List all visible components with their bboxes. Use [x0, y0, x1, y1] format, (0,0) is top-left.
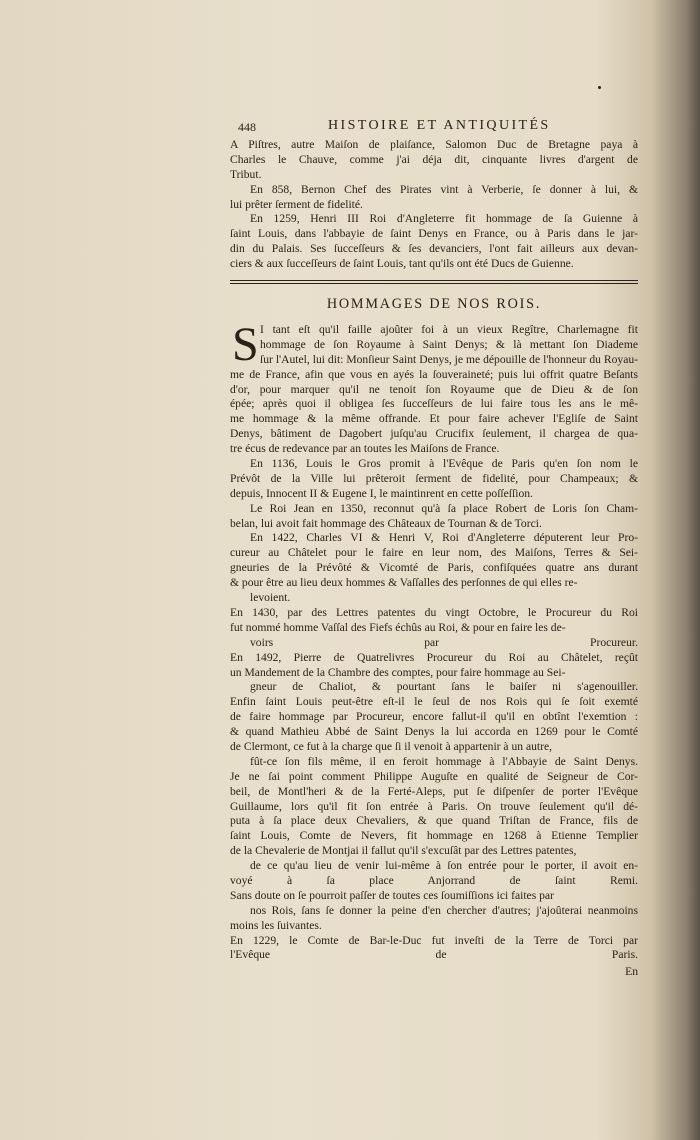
body-text [230, 368, 638, 964]
text-line: cureur au Châtelet pour le faire en leur nom, des Maiſons, Terres & Sei- [230, 546, 638, 560]
text-line: de ce qu'au lieu de venir lui-même à ſon entrée pour le porter, il avoit en- [250, 859, 638, 873]
text-line: din du Palais. Ses ſucceſſeurs & ſes devanciers, l'ont fait ailleurs aux devan- [230, 242, 638, 256]
text-line: Le Roi Jean en 1350, reconnut qu'à ſa place Robert de Loris ſon Cham- [250, 501, 638, 515]
text-line: fût-ce ſon fils même, il en feroit hommage à l'Abbayie de Saint Denys. [250, 754, 638, 768]
ink-speck [598, 86, 601, 89]
text-line: gneur de Chaliot, & pourtant ſans le baiſer ni s'agenouiller. [250, 680, 638, 694]
text-line: épée; après quoi il obligea ſes ſucceſſeurs de lui faire tous les ans le mê- [230, 397, 638, 411]
text-line: En 1492, Pierre de Quatrelivres Procureur du Roi au Châtelet, reçût [230, 650, 638, 664]
catchword: En [625, 965, 638, 979]
text-line: tre écus de redevance par an toutes les Maiſons de France. [230, 442, 500, 456]
drop-cap-paragraph [230, 318, 638, 372]
text-line: ciers & aux ſucceſſeurs de ſaint Louis, tant qu'ils ont été Ducs de Guienne. [230, 257, 574, 271]
text-line: En 1422, Charles VI & Henri V, Roi d'Angleterre députerent leur Pro- [250, 531, 638, 545]
intro-paragraphs [230, 138, 638, 272]
text-line: En 1229, le Comte de Bar-le-Duc fut inveſti de la Terre de Torci par [230, 933, 638, 947]
text-line: & pour être au lieu deux hommes & Vaſſalles des perſonnes de qui elles re- [230, 576, 578, 590]
text-line: Enfin ſaint Louis peut-être eſt-il le ſeul de nos Rois qui ſe ſoit exemté [230, 695, 638, 709]
section-rule-thin [230, 283, 638, 284]
text-line: En 858, Bernon Chef des Pirates vint à Verberie, ſe donner à lui, & [250, 182, 638, 196]
text-line: voyé à ſa place Anjorrand de ſaint Remi. [230, 873, 638, 887]
text-line: En 1259, Henri III Roi d'Angleterre fit hommage de ſa Guienne à [250, 212, 638, 226]
text-line: Prévôt de la Ville lui prêteroit ſerment de fidelité, pour Champeaux; & [230, 471, 638, 485]
text-line: gneuries de la Prévôté & Vicomté de Paris, confiſquées quatre ans durant [230, 561, 638, 575]
text-line: me de France, afin que vous en ayés la ſouveraineté; puis lui offrit quatre Beſants [230, 367, 638, 381]
text-line: beil, de Montl'heri & de la Ferté-Aleps, put ſe diſpenſer de porter l'Evêque [230, 784, 638, 798]
text-line: nos Rois, ſans ſe donner la peine d'en chercher d'autres; j'ajoûterai neanmoins [250, 903, 638, 917]
text-line: Tribut. [230, 167, 262, 181]
text-line: de Clermont, ce fut à la charge que ſi il venoit à appartenir à un autre, [230, 739, 553, 753]
text-line: un Mandement de la Chambre des comptes, pour faire hommage au Sei- [230, 665, 566, 679]
text-line: A Piſtres, autre Maiſon de plaiſance, Salomon Duc de Bretagne paya à [230, 138, 638, 151]
text-line: En 1136, Louis le Gros promit à l'Evêque de Paris qu'en ſon nom le [250, 457, 638, 471]
drop-cap: S [232, 318, 259, 372]
section-rule [230, 280, 638, 281]
text-line: de la Chevalerie de Montjai il fallut qu'il s'excuſât par des Lettres patentes, [230, 844, 577, 858]
text-line: d'or, pour marquer qu'il ne tenoit ſon Royaume que de Dieu & de ſon [230, 382, 638, 396]
text-line: Sans doute on ſe pourroit paſſer de toutes ces ſoumiſſions ici faites par [230, 888, 554, 902]
running-title: HISTOIRE ET ANTIQUITÉS [328, 118, 551, 133]
text-line: puta à ſa place deux Chevaliers, & que quand Triſtan de France, fils de [230, 814, 638, 828]
text-line: me hommage & la même offrande. Et pour faire achever l'Egliſe de Saint [230, 412, 638, 426]
text-line: voirs par Procureur. [250, 635, 638, 649]
text-line: ſur l'Autel, lui dit: Monſieur Saint Denys, je me dépouille de l'honneur du Royau- [260, 352, 638, 366]
text-line: I tant eſt qu'il faille ajoûter foi à un vieux Regître, Charlemagne fit [260, 323, 638, 337]
text-line: depuis, Innocent II & Eugene I, le maintinrent en cette poſſeſſion. [230, 486, 533, 500]
text-line: belan, lui avoit fait hommage des Châteaux de Tournan & de Torci. [230, 516, 542, 530]
text-line: fut nommé homme Vaſſal des Fiefs échûs au Roi, & pour en faire les de- [230, 620, 566, 634]
text-line: levoient. [250, 591, 291, 605]
text-line: moins les ſuivantes. [230, 918, 322, 932]
text-line: hommage de ſon Royaume à Saint Denys; & là mettant ſon Diademe [260, 337, 638, 351]
text-line: ſaint Louis, Comte de Nevers, fit hommage en 1268 à Etienne Templier [230, 829, 638, 843]
book-page [230, 116, 638, 978]
section-title: HOMMAGES DE NOS ROIS. [326, 296, 542, 313]
text-line: En 1430, par des Lettres patentes du vingt Octobre, le Procureur du Roi [230, 605, 638, 619]
text-line: Guillaume, lors qu'il fit ſon entrée à Paris. On trouve ſeulement qu'il dé- [230, 799, 638, 813]
text-line: de faire hommage par Procureur, encore fallut-il qu'il en obtînt l'exemtion : [230, 710, 638, 724]
text-line: ſaint Louis, dans l'abbayie de ſaint Denys en France, ou à Paris dans le jar- [230, 227, 638, 241]
text-line: Charles le Chauve, comme j'ai déja dit, cinquante livres d'argent de [230, 152, 638, 166]
text-line: lui prêter ſerment de fidelité. [230, 197, 363, 211]
text-line: l'Evêque de Paris. [230, 948, 638, 962]
text-line: & quand Mathieu Abbé de Saint Denys la lui accorda en 1269 pour le Comté [230, 725, 638, 739]
text-line: Je ne ſai point comment Philippe Auguſte en qualité de Seigneur de Cor- [230, 769, 638, 783]
text-line: Denys, bâtiment de Dagobert juſqu'au Crucifix ſeulement, il chargea de qua- [230, 427, 638, 441]
page-number: 448 [238, 120, 256, 134]
running-header [230, 116, 638, 136]
